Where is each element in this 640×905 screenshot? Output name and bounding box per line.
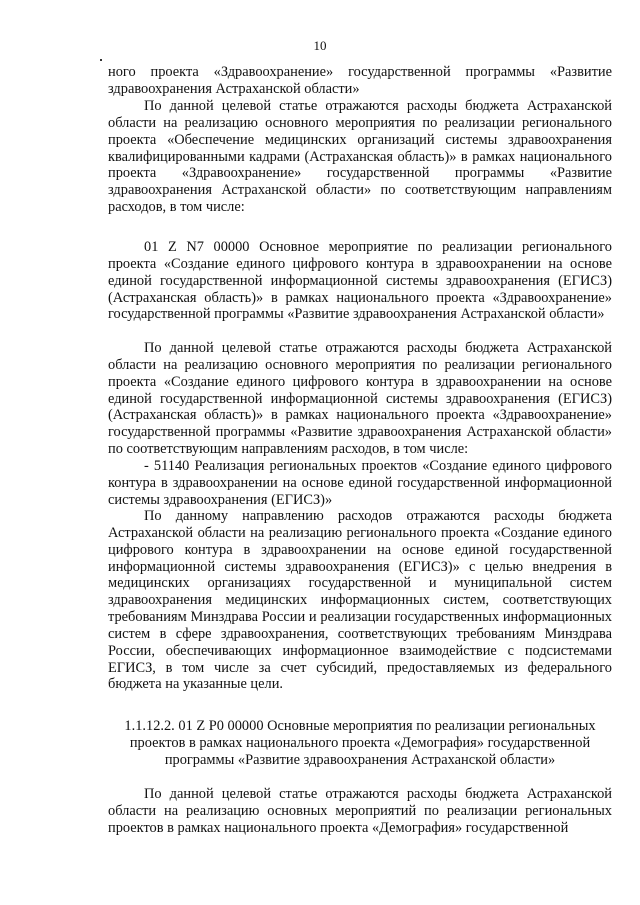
page-number: 10 xyxy=(313,38,327,53)
section-heading: 1.1.12.2. 01 Z P0 00000 Основные мероприятия по реализации региональных проектов в рамках национального проекта «Демография» государственной программы «Развитие здравоохранения Астраханской области» xyxy=(124,718,596,768)
paragraph-continuation: ного проекта «Здравоохранение» государственной программы «Развитие здравоохранения Астраханской области» xyxy=(108,64,612,97)
paragraph-demography: По данной целевой статье отражаются расходы бюджета Астраханской области на реализацию основных мероприятий по реализации региональных проектов в рамках национального проекта «Демография» государственной xyxy=(108,786,612,836)
paragraph-expenses-kadry: По данной целевой статье отражаются расходы бюджета Астраханской области на реализацию основного мероприятия по реализации регионального проекта «Обеспечение медицинских организаций системы здравоохранения квалифицированными кадрами (Астраханская область)» в рамках национального проекта «Здравоохранение» государственной программы «Развитие здравоохранения Астраханской области» по соответствующим направлениям расходов, в том числе: xyxy=(108,98,612,216)
paragraph-direction-51140: - 51140 Реализация региональных проектов «Создание единого цифрового контура в здравоохранении на основе единой государственной информационной системы здравоохранения (ЕГИСЗ)» xyxy=(108,458,612,508)
scan-speck xyxy=(100,59,102,61)
paragraph-expenses-egisz: По данной целевой статье отражаются расходы бюджета Астраханской области на реализацию основного мероприятия по реализации регионального проекта «Создание единого цифрового контура в здравоохранении на основе единой государственной информационной системы здравоохранения (ЕГИСЗ) (Астраханская область)» в рамках национального проекта «Здравоохранение» государственной программы «Развитие здравоохранения Астраханской области» по соответствующим направлениям расходов, в том числе: xyxy=(108,340,612,458)
paragraph-target-n7: 01 Z N7 00000 Основное мероприятие по реализации регионального проекта «Создание единого цифрового контура в здравоохранении на основе единой государственной информационной системы здравоохранения (ЕГИСЗ) (Астраханская область)» в рамках национального проекта «Здравоохранение» государственной программы «Развитие здравоохранения Астраханской области» xyxy=(108,239,612,323)
paragraph-direction-description: По данному направлению расходов отражаются расходы бюджета Астраханской области на реализацию регионального проекта «Создание единого цифрового контура в здравоохранении на основе единой государственной информационной системы здравоохранения (ЕГИСЗ)» с целью внедрения в медицинских организациях государственной и муниципальной систем здравоохранения медицинских информационных систем, соответствующих требованиям Минздрава России и реализации государственных информационных систем в сфере здравоохранения, соответствующих требованиям Минздрава России, обеспечивающих информационное взаимодействие с подсистемами ЕГИСЗ, в том числе за счет субсидий, предоставляемых из федерального бюджета на указанные цели. xyxy=(108,508,612,693)
